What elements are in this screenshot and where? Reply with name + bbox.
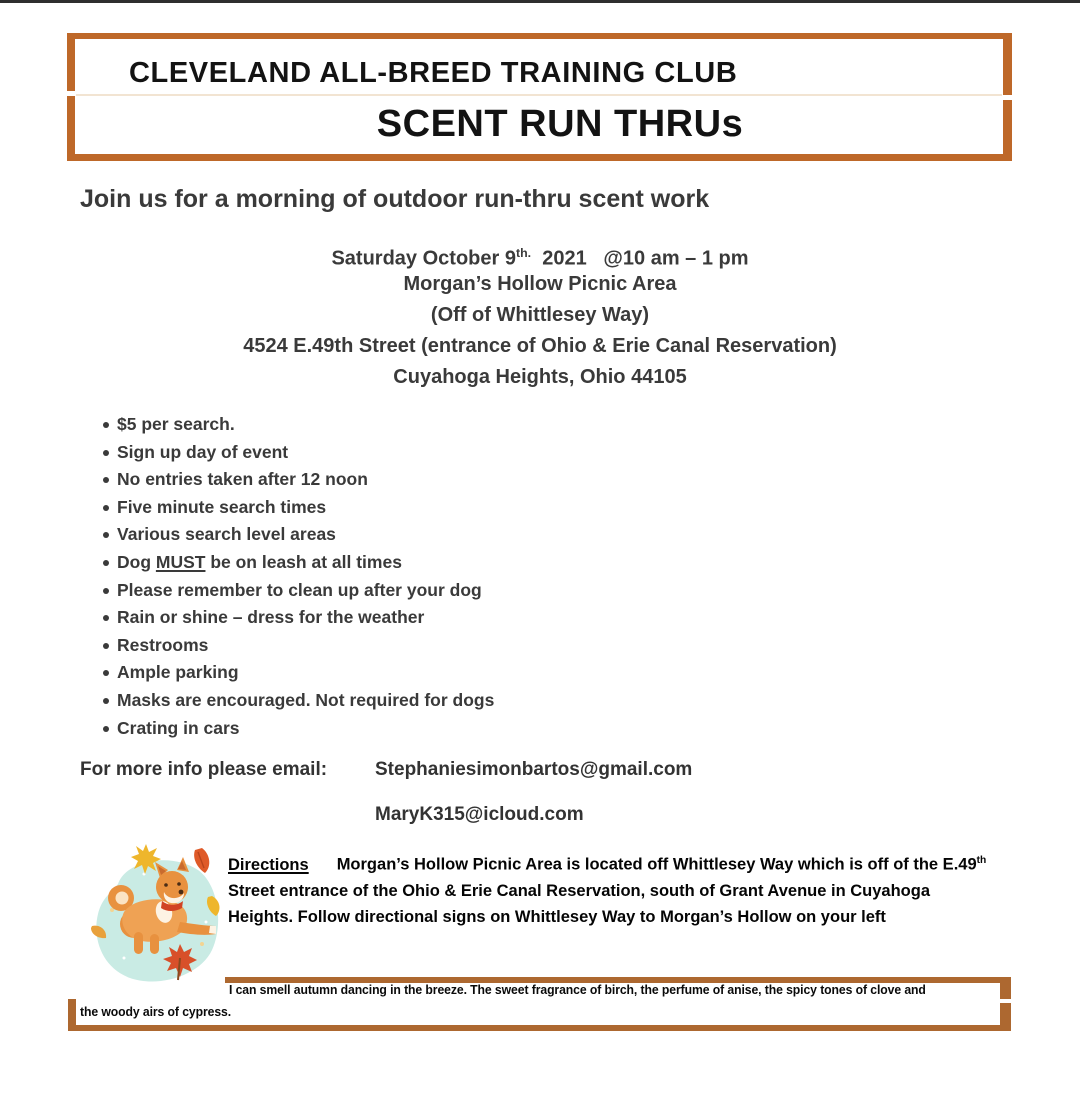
header-box-notch-right (1003, 95, 1012, 100)
club-title: CLEVELAND ALL-BREED TRAINING CLUB (129, 57, 738, 89)
quote-box-border-right (1000, 977, 1011, 1031)
quote-line-1: I can smell autumn dancing in the breeze. The sweet fragrance of birch, the perfume of anise, the spicy tones of clove and (229, 982, 926, 997)
dog-illustration (84, 840, 228, 992)
screenshot-top-edge (0, 0, 1080, 3)
bullet-item: No entries taken after 12 noon (101, 466, 494, 494)
contact-email-secondary: MaryK315@icloud.com (375, 804, 584, 825)
event-city: Cuyahoga Heights, Ohio 44105 (393, 366, 687, 388)
event-title: SCENT RUN THRUs (376, 103, 744, 145)
event-rules-list (101, 411, 494, 742)
bullet-item: Rain or shine – dress for the weather (101, 604, 494, 632)
header-box-notch-left (67, 91, 75, 96)
quote-box-border-bottom (68, 1025, 1011, 1031)
bullet-item: Please remember to clean up after your dog (101, 577, 494, 605)
bullet-item: Masks are encouraged. Not required for dogs (101, 687, 494, 715)
bullet-item: Five minute search times (101, 494, 494, 522)
bullet-item: Ample parking (101, 659, 494, 687)
event-venue-note: (Off of Whittlesey Way) (430, 304, 650, 326)
bullet-item: Dog MUST be on leash at all times (101, 549, 494, 577)
header-box-seam (76, 94, 1002, 96)
bullet-item: Sign up day of event (101, 439, 494, 467)
bullet-item: Restrooms (101, 632, 494, 660)
directions-label: Directions (228, 855, 309, 874)
bullet-item: Various search level areas (101, 521, 494, 549)
event-address: 4524 E.49th Street (entrance of Ohio & Erie Canal Reservation) (243, 335, 837, 357)
quote-box-notch-right (1000, 999, 1011, 1003)
intro-line: Join us for a morning of outdoor run-thru scent work (80, 185, 710, 213)
event-venue: Morgan’s Hollow Picnic Area (403, 273, 677, 295)
event-details-block (0, 238, 1080, 393)
event-date-line: Saturday October $9^{th.}$ 2021 @10 am – 1 pm (331, 246, 749, 270)
contact-label: For more info please email: (80, 759, 328, 780)
bullet-item: $5 per search. (101, 411, 494, 439)
quote-line-2: the woody airs of cypress. (80, 1004, 232, 1019)
directions-paragraph: Directions Morgan’s Hollow Picnic Area is located off Whittlesey Way which is off of the E.49th Street entrance of the Ohio & Erie Canal Reservation, south of Grant Avenue in Cuyahoga Heights. Follow directional signs on Whittlesey Way to Morgan’s Hollow on your left (228, 855, 987, 926)
bullet-item: Crating in cars (101, 715, 494, 743)
contact-email-primary: Stephaniesimonbartos@gmail.com (375, 759, 693, 780)
